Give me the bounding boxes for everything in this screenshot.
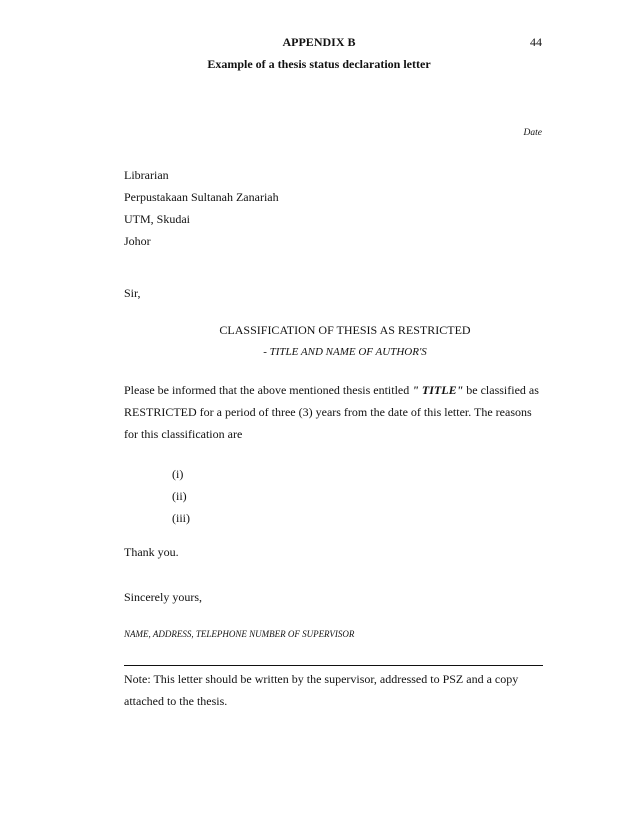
list-item: (iii) bbox=[172, 511, 190, 525]
letter-date: Date bbox=[523, 128, 542, 138]
reasons-list bbox=[172, 463, 190, 529]
subject-subtitle: - TITLE AND NAME OF AUTHOR'S bbox=[263, 346, 427, 358]
appendix-heading: APPENDIX B bbox=[282, 35, 356, 49]
note-block bbox=[124, 668, 518, 712]
recipient-line: UTM, Skudai bbox=[124, 212, 190, 226]
recipient-line: Johor bbox=[124, 234, 151, 248]
page-number: 44 bbox=[530, 35, 542, 49]
recipient-line: Perpustakaan Sultanah Zanariah bbox=[124, 190, 279, 204]
note-line: attached to the thesis. bbox=[124, 694, 228, 708]
note-line: Note: This letter should be written by the supervisor, addressed to PSZ and a copy bbox=[124, 672, 519, 686]
recipient-address bbox=[124, 164, 279, 252]
thanks-line: Thank you. bbox=[124, 545, 179, 559]
body-line: for this classification are bbox=[124, 427, 243, 441]
list-item: (i) bbox=[172, 467, 184, 481]
list-item: (ii) bbox=[172, 489, 187, 503]
body-text: Please be informed that the above mentioned thesis entitled bbox=[124, 383, 413, 397]
salutation: Sir, bbox=[124, 286, 141, 300]
recipient-line: Librarian bbox=[124, 168, 169, 182]
signature-block: NAME, ADDRESS, TELEPHONE NUMBER OF SUPERVISOR bbox=[124, 629, 355, 639]
document-subtitle: Example of a thesis status declaration letter bbox=[207, 57, 431, 71]
closing-line: Sincerely yours, bbox=[124, 590, 202, 604]
body-line bbox=[124, 379, 544, 401]
body-text: be classified as bbox=[463, 383, 539, 397]
body-paragraph bbox=[124, 379, 544, 445]
divider-line bbox=[124, 665, 543, 666]
thesis-title-placeholder: " TITLE" bbox=[412, 383, 464, 397]
subject-title: CLASSIFICATION OF THESIS AS RESTRICTED bbox=[219, 323, 471, 337]
body-line: RESTRICTED for a period of three (3) years from the date of this letter. The reasons bbox=[124, 405, 532, 419]
